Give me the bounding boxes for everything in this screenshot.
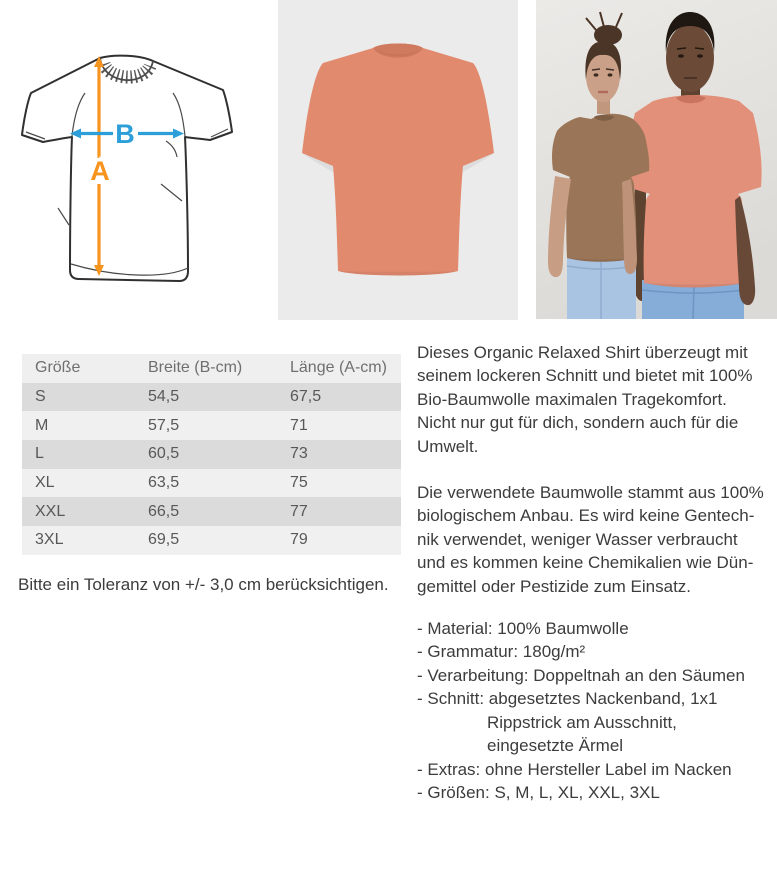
woman-hair-bun <box>594 25 622 45</box>
tshirt-measure-drawing <box>14 40 244 300</box>
woman-eye-left <box>594 73 599 76</box>
spec-item-extras: - Extras: ohne Hersteller Label im Nacken <box>417 759 732 779</box>
cell-laenge: 79 <box>290 531 308 549</box>
cell-groesse: 3XL <box>35 531 64 549</box>
spec-item-material: - Material: 100% Baumwolle <box>417 619 629 639</box>
cell-laenge: 73 <box>290 445 308 463</box>
spec-item-groessen: - Größen: S, M, L, XL, XXL, 3XL <box>417 782 660 802</box>
product-spec-list <box>417 617 769 804</box>
description-paragraph-2 <box>417 481 769 598</box>
spec-item-schnitt: - Schnitt: abgesetztes Nackenband, 1x1 <box>417 689 718 709</box>
cell-breite: 69,5 <box>148 531 180 549</box>
cell-groesse: S <box>35 388 46 406</box>
cell-groesse: L <box>35 445 44 463</box>
table-row-xl <box>22 469 401 498</box>
cell-breite: 66,5 <box>148 502 180 520</box>
man-eye-left <box>678 54 684 58</box>
header-laenge: Länge (A-cm) <box>290 359 387 377</box>
header-breite: Breite (B-cm) <box>148 359 243 377</box>
description-paragraph-1 <box>417 341 769 458</box>
size-table-header-row <box>22 354 401 383</box>
cell-laenge: 75 <box>290 474 308 492</box>
man-face <box>666 24 714 92</box>
models-photo[interactable] <box>536 0 777 319</box>
coral-shirt-body <box>302 44 494 276</box>
product-description <box>417 341 769 804</box>
product-photo[interactable] <box>278 0 518 320</box>
cell-breite: 57,5 <box>148 416 180 434</box>
models-illustration <box>536 0 777 319</box>
size-diagram-image[interactable] <box>14 40 244 300</box>
cell-laenge: 77 <box>290 502 308 520</box>
cell-breite: 54,5 <box>148 388 180 406</box>
tolerance-note: Bitte ein Toleranz von +/- 3,0 cm berücksichtigen. <box>18 575 389 594</box>
cell-groesse: XL <box>35 474 55 492</box>
header-groesse: Größe <box>35 359 81 377</box>
spec-item-grammatur: - Grammatur: 180g/m² <box>417 642 586 662</box>
text-line: nik verwendet, weniger Wasser verbraucht <box>417 529 738 549</box>
man-eye-right <box>697 54 703 58</box>
text-line: Umwelt. <box>417 436 479 456</box>
size-table <box>22 354 401 555</box>
text-line: Bio-Baumwolle maximalen Tragekomfort. <box>417 389 727 409</box>
text-line: biologischem Anbau. Es wird keine Gentech- <box>417 506 755 526</box>
spec-item-schnitt-cont: Rippstrick am Ausschnitt, <box>487 712 677 732</box>
cell-breite: 63,5 <box>148 474 180 492</box>
left-wrinkle <box>58 208 69 225</box>
label-b: B <box>115 119 135 149</box>
cell-groesse: M <box>35 416 49 434</box>
text-line: gemittel oder Pestizide zum Einsatz. <box>417 576 692 596</box>
table-row-m <box>22 411 401 440</box>
table-row-xxl <box>22 497 401 526</box>
tshirt-outline <box>22 56 232 281</box>
text-line: Dieses Organic Relaxed Shirt überzeugt mit <box>417 343 748 362</box>
text-line: und es kommen keine Chemikalien wie Dün- <box>417 553 754 573</box>
label-a: A <box>90 156 110 186</box>
cell-laenge: 67,5 <box>290 388 322 406</box>
woman-eye-right <box>608 73 613 76</box>
text-line: Nicht nur gut für dich, sondern auch für die <box>417 413 739 433</box>
text-line: seinem lockeren Schnitt und bietet mit 100% <box>417 366 753 386</box>
coral-shirt-flatlay <box>278 0 518 320</box>
cell-laenge: 71 <box>290 416 308 434</box>
spec-item-verarbeitung: - Verarbeitung: Doppeltnah an den Säumen <box>417 665 745 685</box>
text-line: Die verwendete Baumwolle stammt aus 100% <box>417 483 764 503</box>
spec-item-schnitt-cont: eingesetzte Ärmel <box>487 736 624 756</box>
cell-groesse: XXL <box>35 502 66 520</box>
cell-breite: 60,5 <box>148 445 180 463</box>
table-row-3xl <box>22 526 401 555</box>
table-row-s <box>22 383 401 412</box>
table-row-l <box>22 440 401 469</box>
